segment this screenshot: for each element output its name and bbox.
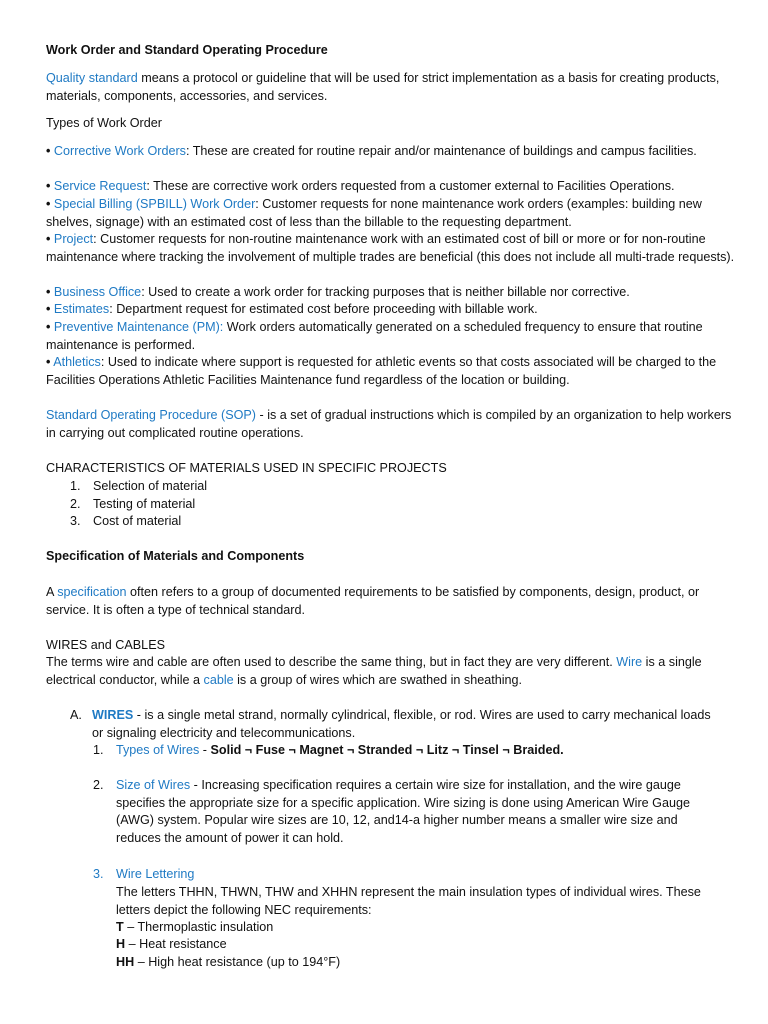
- size-of-wires-link[interactable]: Size of Wires: [116, 778, 191, 792]
- project-link[interactable]: Project: [53, 232, 94, 246]
- characteristics-item: 2. Testing of material: [70, 497, 196, 511]
- size-of-wires-item: 2. Size of Wires - Increasing specification requires a certain wire size for installation, and the wire gauge specifies the appropriate size for a specific application. Wire sizing is done using American Wire Gauge (AWG) system. Popular wire sizes are 10, 12, and14-a higher number means a smaller wire size and reduces the amount of power it can hold.: [93, 778, 690, 845]
- characteristics-item: 1. Selection of material: [70, 479, 208, 493]
- bullet-item: • Preventive Maintenance (PM): Work orders automatically generated on a scheduled frequency to ensure that routine maintenance is performed.: [46, 320, 703, 352]
- types-of-wires-item: 1. Types of Wires - Solid ¬ Fuse ¬ Magnet ¬ Stranded ¬ Litz ¬ Tinsel ¬ Braided.: [93, 743, 564, 757]
- bullet-item: • Service Request: These are corrective work orders requested from a customer external to Facilities Operations.: [46, 179, 675, 193]
- bullet-item: • Estimates: Department request for estimated cost before proceeding with billable work.: [46, 302, 538, 316]
- sop-paragraph: Standard Operating Procedure (SOP) - is a set of gradual instructions which is compiled by an organization to help workers in carrying out complicated routine operations.: [46, 408, 732, 440]
- wires-cables-heading: WIRES and CABLES: [46, 638, 165, 652]
- specification-heading: Specification of Materials and Components: [46, 549, 305, 563]
- bullet-item: • Project: Customer requests for non-routine maintenance work with an estimated cost of bill or more or for non-routine maintenance where tracking the involvement of multiple trades are beneficial (this does not include all multi-trade requests).: [46, 232, 735, 264]
- code-hh: HH – High heat resistance (up to 194°F): [116, 955, 341, 969]
- code-t: T – Thermoplastic insulation: [116, 920, 274, 934]
- service-request-link[interactable]: Service Request: [53, 179, 147, 193]
- types-heading: Types of Work Order: [46, 116, 162, 130]
- characteristics-item: 3. Cost of material: [70, 514, 182, 528]
- document-title: Work Order and Standard Operating Procedure: [46, 43, 328, 57]
- preventive-maintenance-link[interactable]: Preventive Maintenance (PM):: [53, 320, 224, 334]
- bullet-item: • Business Office: Used to create a work order for tracking purposes that is neither billable nor corrective.: [46, 285, 630, 299]
- types-of-wires-link[interactable]: Types of Wires: [116, 743, 200, 757]
- estimates-link[interactable]: Estimates: [53, 302, 110, 316]
- sop-link[interactable]: Standard Operating Procedure (SOP): [46, 408, 257, 422]
- special-billing-link[interactable]: Special Billing (SPBILL) Work Order: [53, 197, 256, 211]
- specification-link[interactable]: specification: [57, 585, 127, 599]
- wires-intro-paragraph: The terms wire and cable are often used to describe the same thing, but in fact they are very different. Wire is a single electrical conductor, while a cable is a group of wires which are swathed in sheathing.: [46, 655, 702, 687]
- business-office-link[interactable]: Business Office: [53, 285, 142, 299]
- quality-standard-paragraph: Quality standard means a protocol or guideline that will be used for strict implementation as a basis for creating products, materials, components, accessories, and services.: [46, 71, 720, 103]
- specification-paragraph: A specification often refers to a group of documented requirements to be satisfied by components, design, product, or service. It is often a type of technical standard.: [46, 585, 700, 617]
- section-a-wires: A. WIRES - is a single metal strand, normally cylindrical, flexible, or rod. Wires are used to carry mechanical loads or signaling electricity and telecommunications.: [70, 708, 711, 740]
- quality-standard-link[interactable]: Quality standard: [46, 71, 138, 85]
- wire-lettering-link[interactable]: Wire Lettering: [116, 867, 195, 881]
- athletics-link[interactable]: Athletics: [53, 355, 101, 369]
- corrective-work-orders-link[interactable]: Corrective Work Orders: [53, 144, 186, 158]
- bullet-item: • Special Billing (SPBILL) Work Order: Customer requests for none maintenance work orders (examples: building new shelves, signage) with an estimated cost of less than the billable to the requesting department.: [46, 197, 702, 229]
- cable-link[interactable]: cable: [203, 672, 234, 687]
- wire-lettering-description: The letters THHN, THWN, THW and XHHN represent the main insulation types of individual wires. These letters depict the following NEC requirements:: [116, 885, 701, 917]
- code-h: H – Heat resistance: [116, 937, 227, 951]
- wires-link[interactable]: WIRES: [92, 708, 134, 722]
- bullet-item: • Corrective Work Orders: These are created for routine repair and/or maintenance of buildings and campus facilities.: [46, 144, 697, 158]
- wire-link[interactable]: Wire: [616, 655, 643, 669]
- wire-lettering-item: 3. Wire Lettering: [93, 867, 195, 881]
- characteristics-heading: CHARACTERISTICS OF MATERIALS USED IN SPECIFIC PROJECTS: [46, 461, 447, 475]
- bullet-item: • Athletics: Used to indicate where support is requested for athletic events so that costs associated will be charged to the Facilities Operations Athletic Facilities Maintenance fund regardless of the location or building.: [46, 355, 717, 387]
